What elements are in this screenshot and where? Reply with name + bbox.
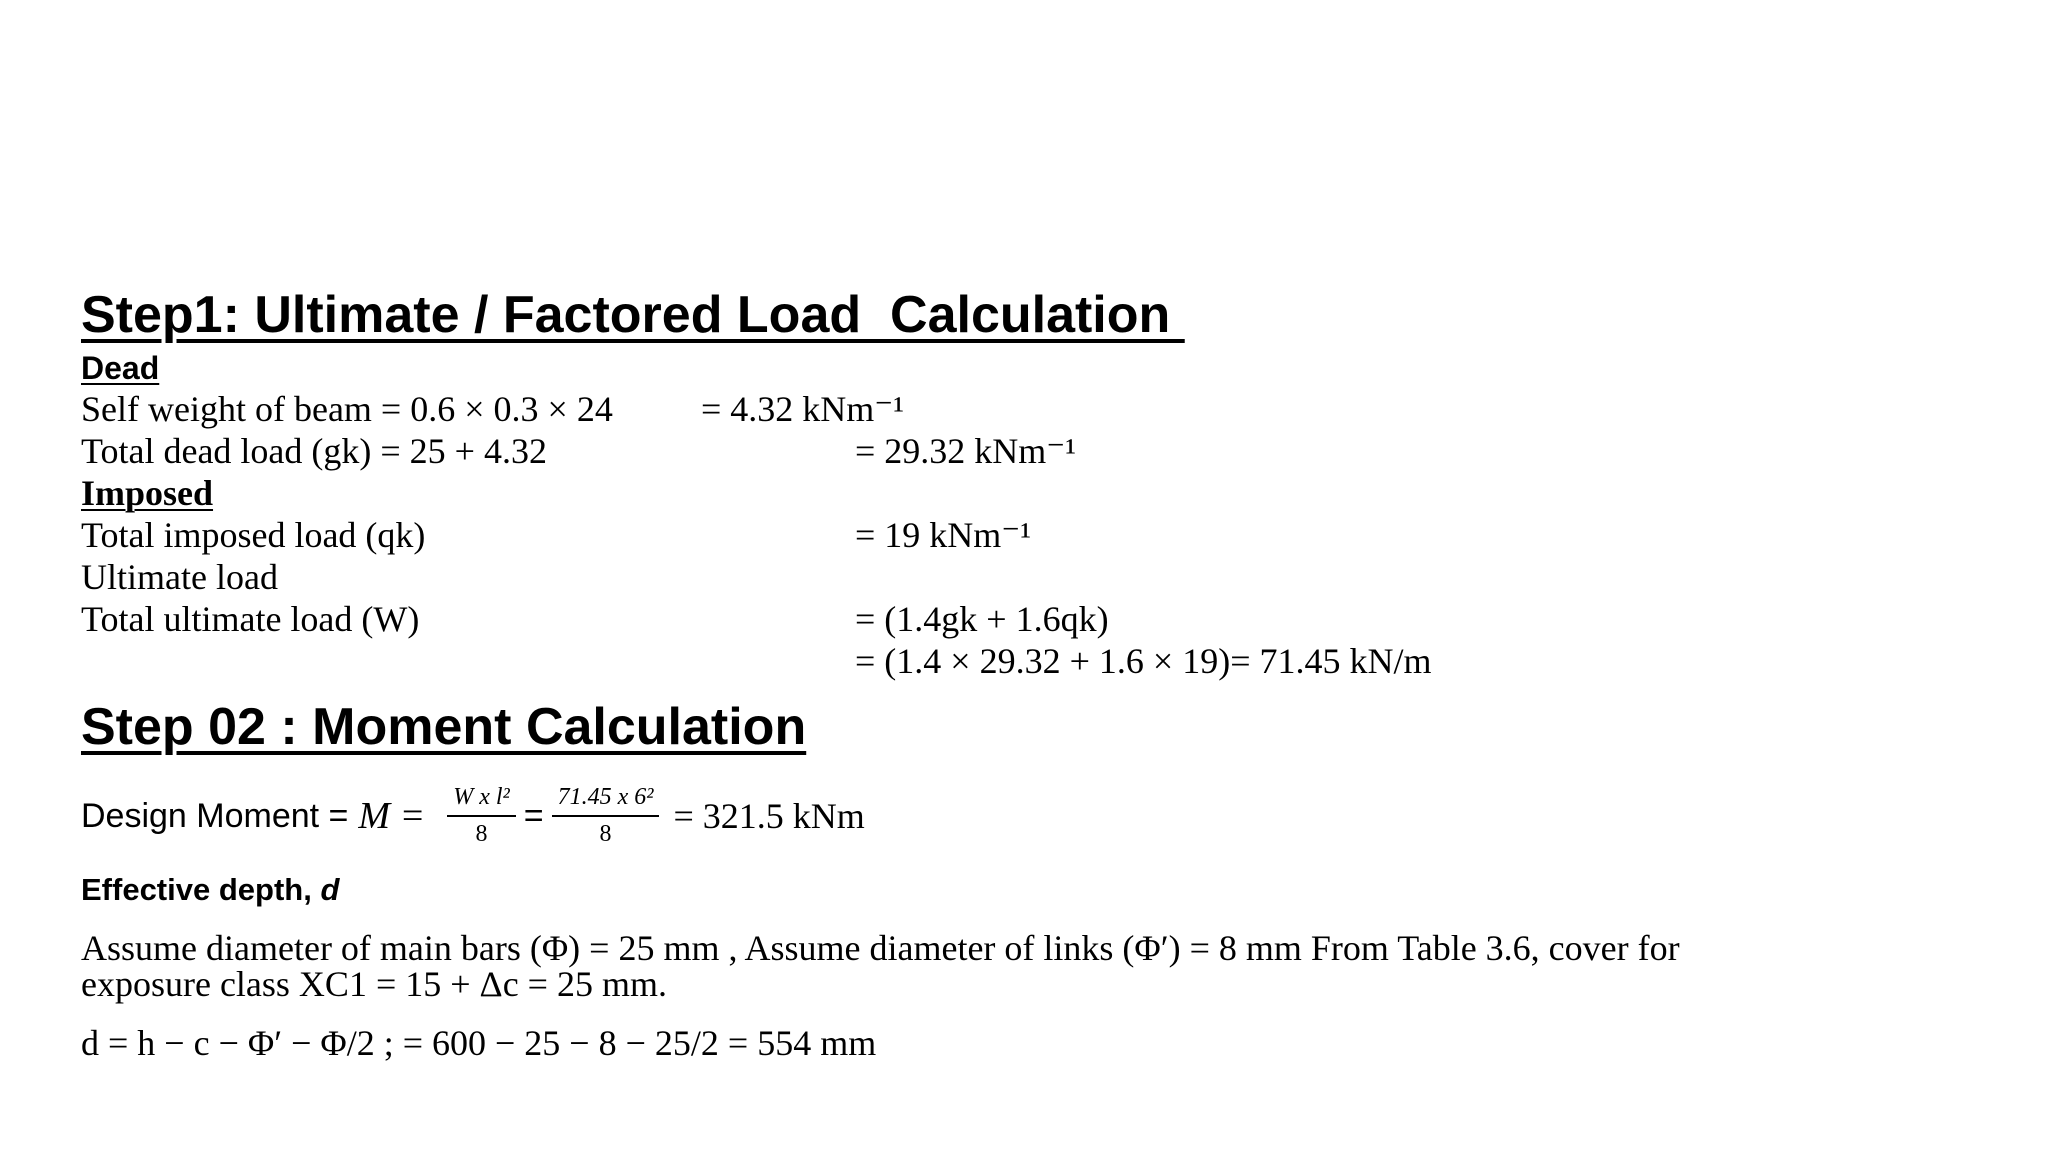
moment-symbol: M = (358, 795, 426, 837)
total-ultimate-row (81, 598, 1981, 640)
effective-depth-label: Effective depth, (81, 872, 321, 907)
slide-content (81, 284, 1981, 1064)
total-imposed-label: Total imposed load (qk) (81, 515, 426, 555)
dead-subheading: Dead (81, 350, 160, 386)
total-ultimate-label: Total ultimate load (W) (81, 599, 420, 639)
total-ultimate-calculation: = (1.4 × 29.32 + 1.6 × 19)= 71.45 kN/m (855, 641, 1432, 681)
total-dead-row (81, 430, 1981, 472)
equals-sign: = (523, 796, 544, 835)
moment-fraction-numeric (552, 784, 660, 848)
total-imposed-value: = 19 kNm⁻¹ (855, 515, 1032, 555)
moment-fraction-symbolic (447, 784, 516, 848)
assumptions-line-1: Assume diameter of main bars (Φ) = 25 mm , Assume diameter of links (Φ′) = 8 mm From Table 3.6, cover for (81, 928, 1680, 968)
moment-result: = 321.5 kNm (673, 796, 865, 836)
total-ultimate-formula: = (1.4gk + 1.6qk) (855, 599, 1109, 639)
total-dead-value: = 29.32 kNm⁻¹ (855, 431, 1077, 471)
dead-section (81, 346, 1981, 388)
step1-heading: Step1: Ultimate / Factored Load Calculation (81, 286, 1185, 344)
ultimate-load-label: Ultimate load (81, 557, 278, 597)
effective-depth-formula: d = h − c − Φ′ − Φ/2 ; = 600 − 25 − 8 − 25/2 = 554 mm (81, 1023, 877, 1063)
imposed-section (81, 472, 1981, 514)
assumptions-line-2: exposure class XC1 = 15 + Δc = 25 mm. (81, 964, 667, 1004)
self-weight-expression: Self weight of beam = 0.6 × 0.3 × 24 (81, 389, 613, 429)
design-moment-row (81, 770, 1981, 862)
self-weight-value: = 4.32 kNm⁻¹ (701, 389, 905, 429)
total-ultimate-calc-row (81, 640, 1981, 682)
step2-heading: Step 02 : Moment Calculation (81, 698, 807, 756)
imposed-subheading: Imposed (81, 473, 214, 513)
total-imposed-row (81, 514, 1981, 556)
fraction-numerator: W x l² (447, 784, 516, 817)
ultimate-load-row (81, 556, 1981, 598)
assumptions-paragraph (81, 930, 1941, 1002)
fraction-denominator: 8 (599, 821, 612, 847)
fraction-denominator: 8 (475, 821, 488, 847)
total-dead-expression: Total dead load (gk) = 25 + 4.32 (81, 431, 547, 471)
self-weight-row (81, 388, 1981, 430)
effective-depth-variable: d (320, 872, 340, 907)
effective-depth-heading (81, 868, 1981, 912)
design-moment-label: Design Moment = (81, 796, 349, 835)
fraction-numerator: 71.45 x 6² (552, 784, 660, 817)
